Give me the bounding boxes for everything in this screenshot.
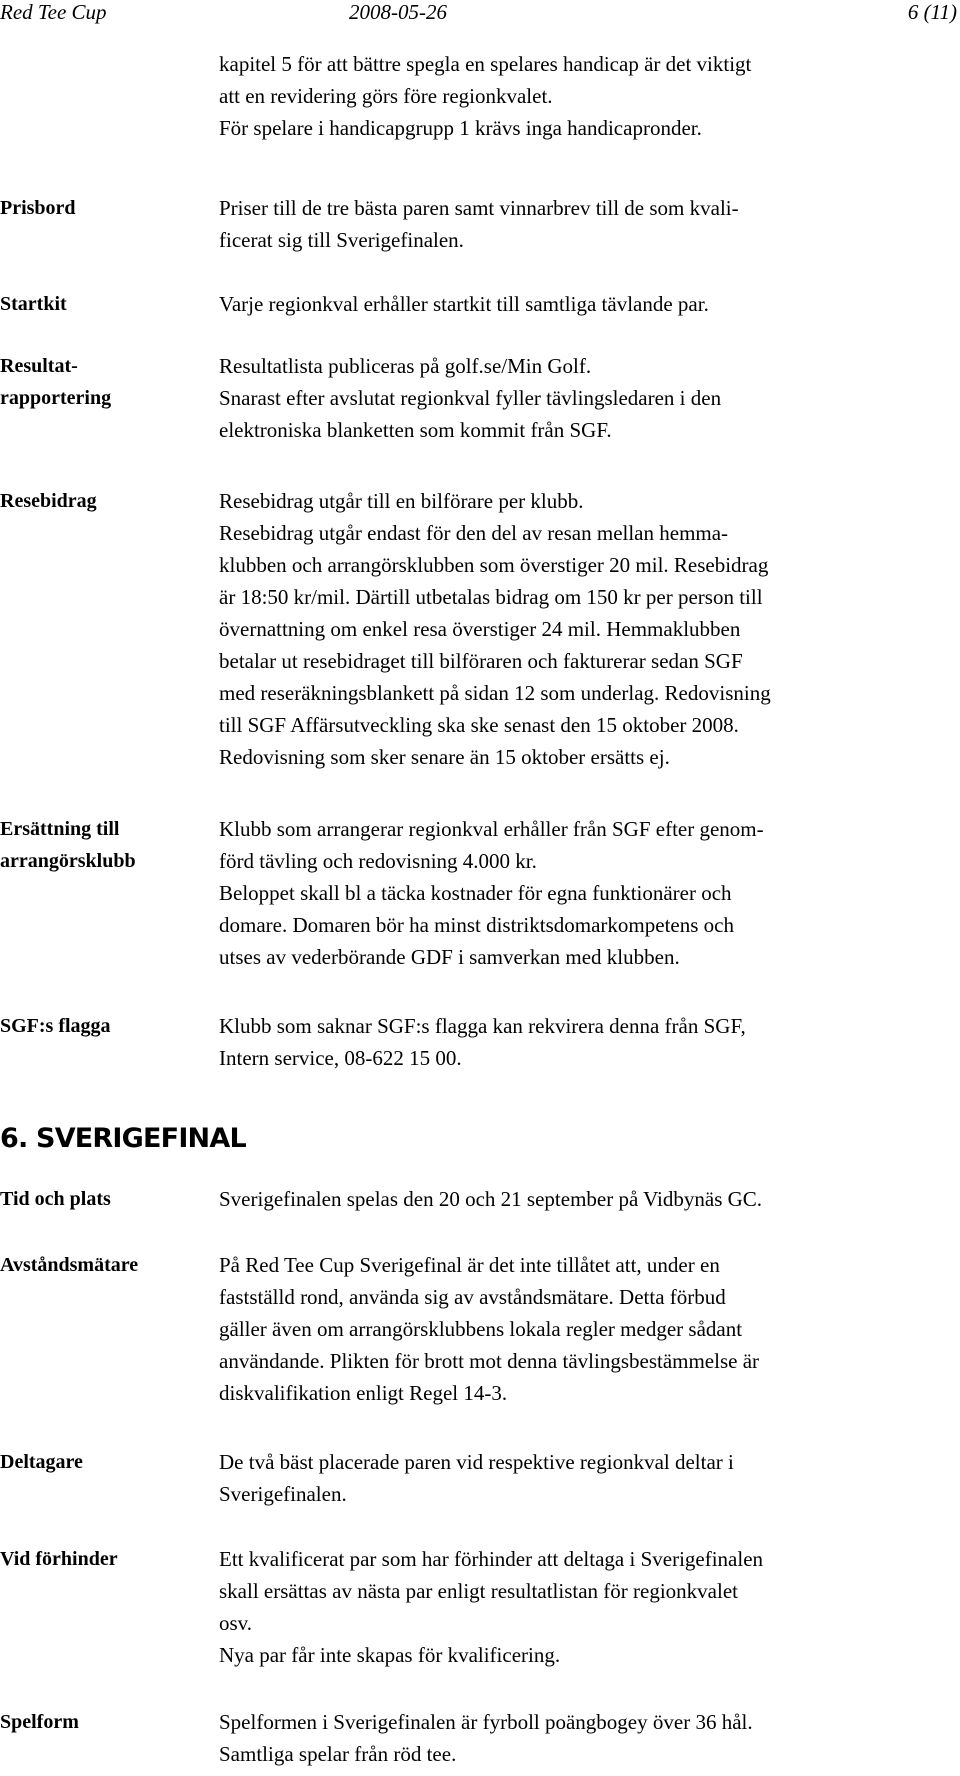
text-line: användande. Plikten för brott mot denna tävlingsbestämmelse är: [219, 1349, 760, 1373]
header-page-number: 6 (11): [907, 0, 957, 24]
text-line: fastställd rond, använda sig av avståndsmätare. Detta förbud: [219, 1285, 726, 1309]
label-deltagare: Deltagare: [0, 1451, 83, 1473]
deltagare-paragraph: [219, 1446, 959, 1510]
text-line: elektroniska blanketten som kommit från SGF.: [219, 418, 612, 442]
text-line: Priser till de tre bästa paren samt vinnarbrev till de som kvali-: [219, 196, 739, 220]
forhinder-paragraph: [219, 1543, 959, 1671]
text-line: Ett kvalificerat par som har förhinder att deltaga i Sverigefinalen: [219, 1547, 764, 1571]
prisbord-paragraph: [219, 192, 959, 256]
text-line: De två bäst placerade paren vid respektive regionkval deltar i: [219, 1450, 734, 1474]
text-line: På Red Tee Cup Sverigefinal är det inte tillåtet att, under en: [219, 1253, 720, 1277]
intro-paragraph: [219, 48, 959, 144]
text-line: betalar ut resebidraget till bilföraren och fakturerar sedan SGF: [219, 649, 743, 673]
startkit-paragraph: [219, 288, 959, 320]
text-line: skall ersättas av nästa par enligt resultatlistan för regionkvalet: [219, 1579, 738, 1603]
label-startkit: Startkit: [0, 293, 67, 315]
text-line: med reseräkningsblankett på sidan 12 som underlag. Redovisning: [219, 681, 771, 705]
text-line: Snarast efter avslutat regionkval fyller tävlingsledaren i den: [219, 386, 722, 410]
label-ersattning: Ersättning till arrangörsklubb: [0, 818, 136, 872]
page-header: [0, 0, 960, 26]
text-line: diskvalifikation enligt Regel 14-3.: [219, 1381, 508, 1405]
text-line: övernattning om enkel resa överstiger 24 mil. Hemmaklubben: [219, 617, 741, 641]
avstand-paragraph: [219, 1249, 959, 1409]
label-resultatrapportering: Resultat- rapportering: [0, 355, 112, 409]
header-date: 2008-05-26: [349, 0, 447, 24]
spelform-paragraph: [219, 1706, 959, 1770]
text-line: Klubb som saknar SGF:s flagga kan rekvirera denna från SGF,: [219, 1014, 746, 1038]
label-prisbord: Prisbord: [0, 197, 76, 219]
ersattning-paragraph: [219, 813, 959, 973]
resebidrag-paragraph: [219, 485, 959, 773]
text-line: Resebidrag utgår till en bilförare per klubb.: [219, 489, 584, 513]
tidplats-paragraph: [219, 1183, 959, 1215]
text-line: kapitel 5 för att bättre spegla en spelares handicap är det viktigt: [219, 52, 752, 76]
text-line: osv.: [219, 1611, 253, 1635]
text-line: Samtliga spelar från röd tee.: [219, 1742, 457, 1766]
section-heading: 6. SVERIGEFINAL: [0, 1123, 246, 1154]
label-avstandsmatare: Avståndsmätare: [0, 1254, 139, 1276]
flagga-paragraph: [219, 1010, 959, 1074]
text-line: Sverigefinalen.: [219, 1482, 347, 1506]
label-resebidrag: Resebidrag: [0, 490, 97, 512]
text-line: Beloppet skall bl a täcka kostnader för egna funktionärer och: [219, 881, 732, 905]
text-line: Redovisning som sker senare än 15 oktober ersätts ej.: [219, 745, 670, 769]
header-title: Red Tee Cup: [0, 0, 107, 24]
text-line: Varje regionkval erhåller startkit till samtliga tävlande par.: [219, 292, 709, 316]
text-line: Sverigefinalen spelas den 20 och 21 september på Vidbynäs GC.: [219, 1187, 763, 1211]
text-line: För spelare i handicapgrupp 1 krävs inga handicapronder.: [219, 116, 702, 140]
resultat-paragraph: [219, 350, 959, 446]
text-line: klubben och arrangörsklubben som överstiger 20 mil. Resebidrag: [219, 553, 769, 577]
text-line: till SGF Affärsutveckling ska ske senast den 15 oktober 2008.: [219, 713, 739, 737]
text-line: Klubb som arrangerar regionkval erhåller från SGF efter genom-: [219, 817, 764, 841]
label-vid-forhinder: Vid förhinder: [0, 1548, 118, 1570]
text-line: Resebidrag utgår endast för den del av resan mellan hemma-: [219, 521, 729, 545]
text-line: att en revidering görs före regionkvalet.: [219, 84, 553, 108]
text-line: domare. Domaren bör ha minst distriktsdomarkompetens och: [219, 913, 734, 937]
text-line: Resultatlista publiceras på golf.se/Min Golf.: [219, 354, 592, 378]
text-line: utses av vederbörande GDF i samverkan med klubben.: [219, 945, 680, 969]
text-line: Spelformen i Sverigefinalen är fyrboll poängbogey över 36 hål.: [219, 1710, 753, 1734]
label-spelform: Spelform: [0, 1711, 79, 1733]
text-line: Intern service, 08-622 15 00.: [219, 1046, 462, 1070]
label-tid-och-plats: Tid och plats: [0, 1188, 111, 1210]
text-line: förd tävling och redovisning 4.000 kr.: [219, 849, 537, 873]
text-line: gäller även om arrangörsklubbens lokala regler medger sådant: [219, 1317, 743, 1341]
text-line: är 18:50 kr/mil. Därtill utbetalas bidrag om 150 kr per person till: [219, 585, 763, 609]
text-line: Nya par får inte skapas för kvalificering.: [219, 1643, 561, 1667]
label-sgf-flagga: SGF:s flagga: [0, 1015, 111, 1037]
text-line: ficerat sig till Sverigefinalen.: [219, 228, 464, 252]
